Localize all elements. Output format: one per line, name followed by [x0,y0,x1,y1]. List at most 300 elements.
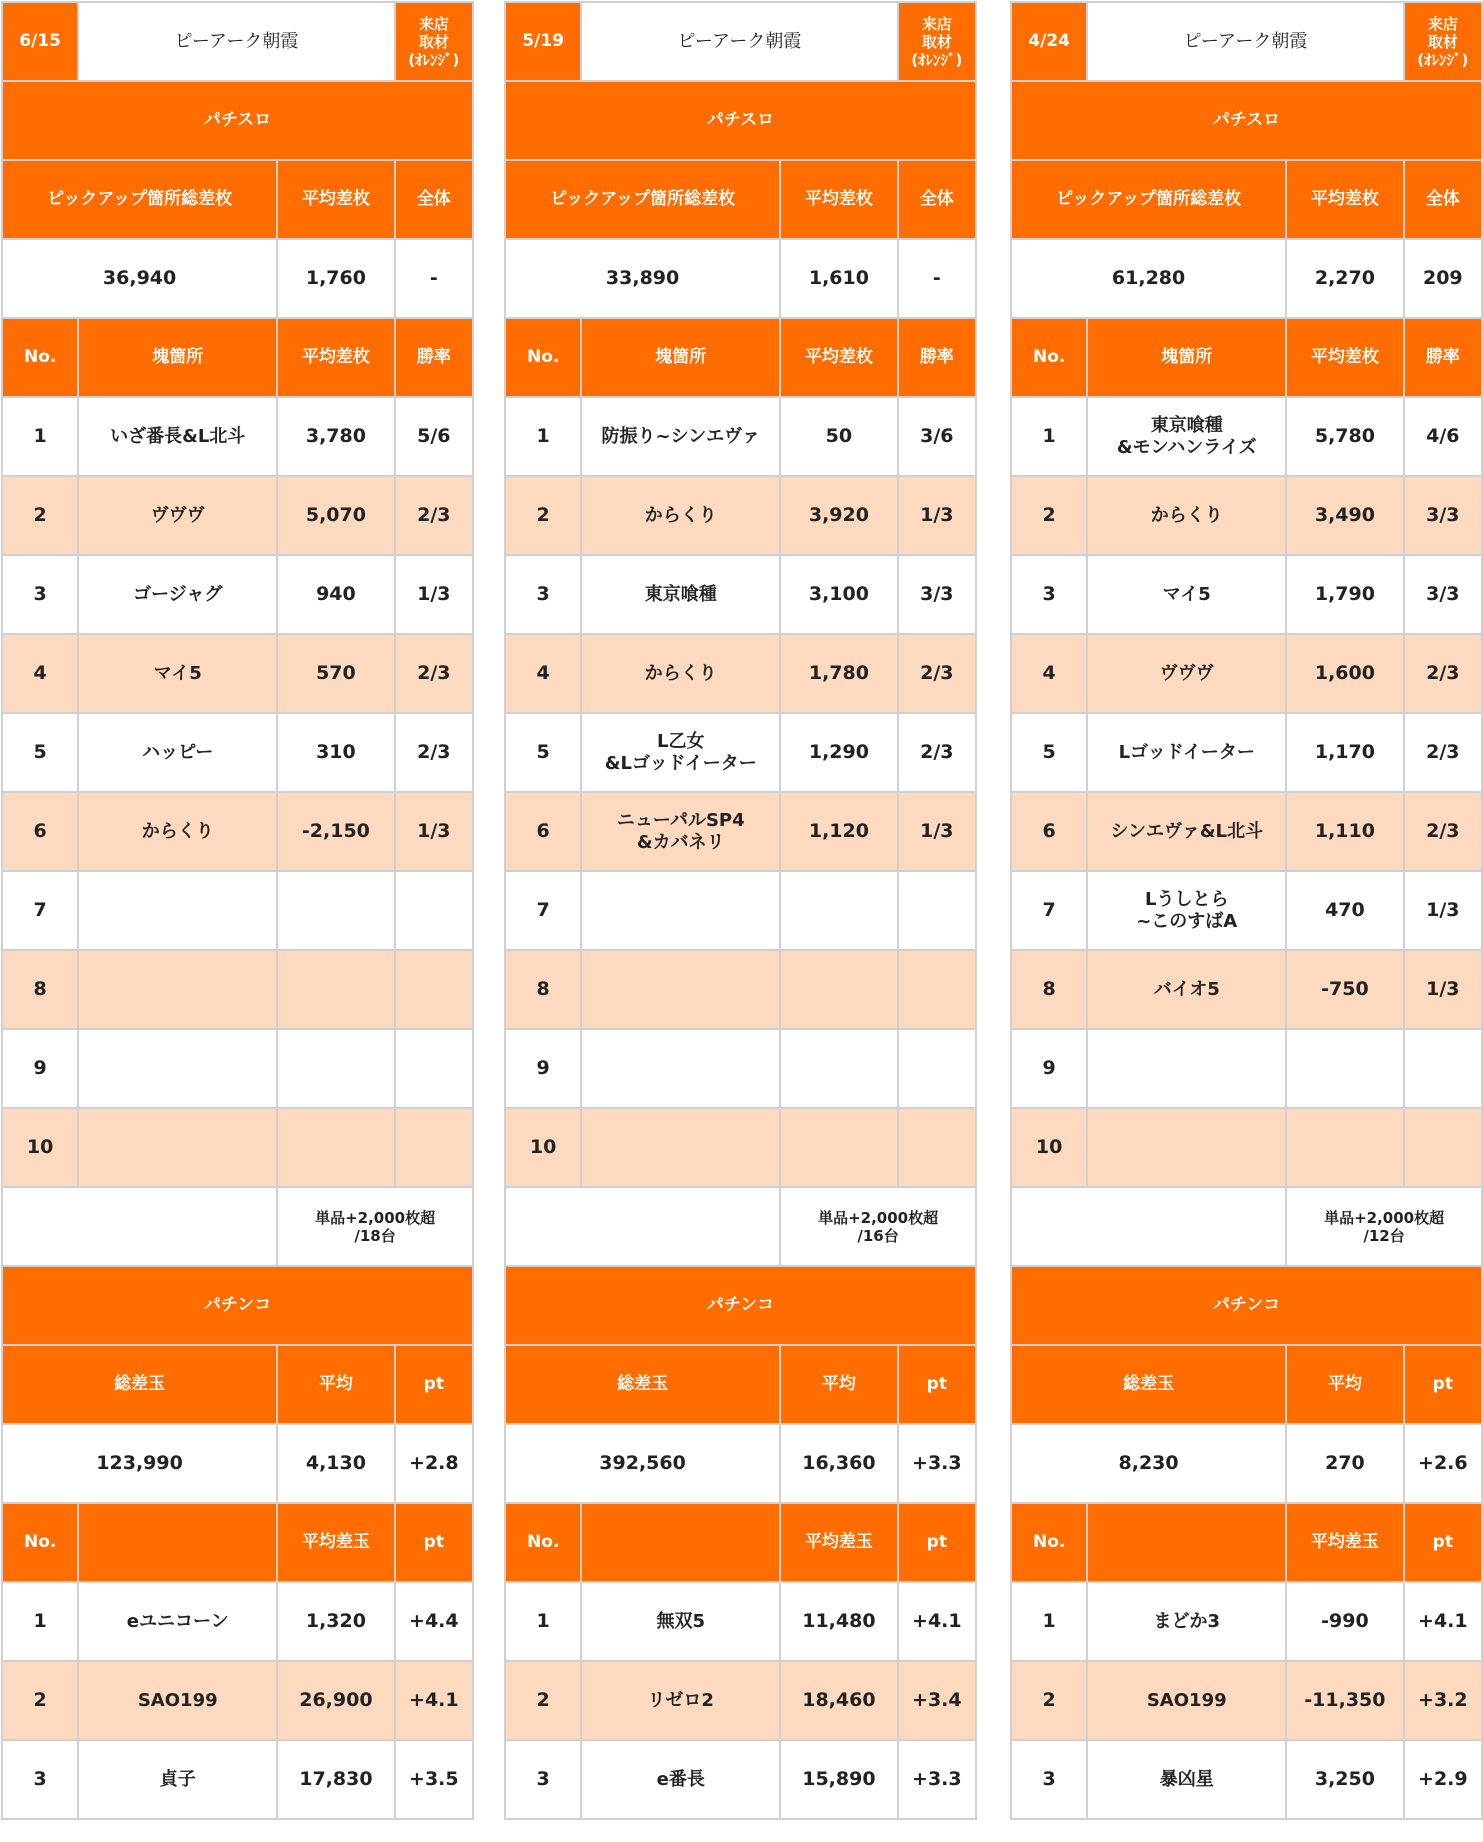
row-win-rate [1404,1108,1482,1187]
pachinko-total: 8,230 [1011,1424,1286,1503]
row-no: 3 [1011,555,1087,634]
title-row [505,2,976,81]
row-average: 1,600 [1286,634,1403,713]
summary-average: 2,270 [1286,239,1403,318]
row-average: 3,920 [780,476,897,555]
row-average: 940 [277,555,394,634]
header-pt: pt [898,1503,976,1582]
summary-header-total: ピックアップ箇所総差枚 [2,160,277,239]
row-location: ゴージャグ [78,555,277,634]
row-pt: +3.5 [395,1740,473,1819]
header-machine [581,1503,780,1582]
table-row [505,713,976,792]
table-row [505,1740,976,1819]
footer-blank [1011,1187,1286,1266]
date-label: 6/15 [2,2,78,81]
row-win-rate: 3/3 [898,555,976,634]
slot-section-row [1011,81,1482,160]
row-no: 8 [2,950,78,1029]
table-row [1011,713,1482,792]
row-pt: +3.3 [898,1740,976,1819]
table-row [1011,634,1482,713]
row-location: バイオ5 [1087,950,1286,1029]
row-machine: eユニコーン [78,1582,277,1661]
report-panel [1010,1,1483,1820]
row-average: 1,120 [780,792,897,871]
summary-header-average: 平均差枚 [277,160,394,239]
slot-summary-row [1011,239,1482,318]
header-average-balls: 平均差玉 [277,1503,394,1582]
row-no: 9 [2,1029,78,1108]
row-pt: +3.2 [1404,1661,1482,1740]
header-average: 平均差枚 [277,318,394,397]
table-row [2,1108,473,1187]
row-win-rate: 4/6 [1404,397,1482,476]
slot-footer-row [2,1187,473,1266]
row-location: 東京喰種 [581,555,780,634]
row-average [277,1029,394,1108]
row-average-balls: 26,900 [277,1661,394,1740]
table-row [2,1661,473,1740]
row-machine: SAO199 [78,1661,277,1740]
pachinko-header-total: 総差玉 [1011,1345,1286,1424]
slot-summary-header-row [505,160,976,239]
pachinko-summary-header-row [505,1345,976,1424]
row-average-balls: 3,250 [1286,1740,1403,1819]
store-name: ピーアーク朝霞 [78,2,394,81]
slot-list-header-row [505,318,976,397]
row-no: 8 [505,950,581,1029]
summary-header-overall: 全体 [898,160,976,239]
row-location: からくり [581,476,780,555]
slot-footer-row [1011,1187,1482,1266]
table-row [2,397,473,476]
table-row [2,1582,473,1661]
report-panel [504,1,977,1820]
row-location: ニューパルSP4 &カバネリ [581,792,780,871]
date-label: 4/24 [1011,2,1087,81]
row-location [581,950,780,1029]
row-no: 3 [1011,1740,1087,1819]
row-win-rate: 2/3 [395,634,473,713]
row-average: 1,790 [1286,555,1403,634]
row-win-rate [898,1029,976,1108]
row-location: マイ5 [1087,555,1286,634]
pachinko-list-header-row [1011,1503,1482,1582]
row-location: Lうしとら ~このすばA [1087,871,1286,950]
row-average [780,950,897,1029]
slot-section-label: パチスロ [1011,81,1482,160]
header-no: No. [505,318,581,397]
row-no: 6 [2,792,78,871]
row-average [780,1108,897,1187]
summary-total: 61,280 [1011,239,1286,318]
row-no: 5 [2,713,78,792]
report-panel [1,1,474,1820]
row-average: 1,780 [780,634,897,713]
header-average: 平均差枚 [1286,318,1403,397]
header-win-rate: 勝率 [1404,318,1482,397]
header-win-rate: 勝率 [898,318,976,397]
row-pt: +4.4 [395,1582,473,1661]
row-average: 1,110 [1286,792,1403,871]
row-average: -750 [1286,950,1403,1029]
summary-total: 33,890 [505,239,780,318]
row-location: からくり [1087,476,1286,555]
row-location [78,1108,277,1187]
pachinko-section-row [2,1266,473,1345]
table-row [2,871,473,950]
table-row [1011,1029,1482,1108]
row-no: 4 [505,634,581,713]
pachinko-section-row [1011,1266,1482,1345]
row-machine: 貞子 [78,1740,277,1819]
table-row [1011,1661,1482,1740]
summary-header-total: ピックアップ箇所総差枚 [505,160,780,239]
slot-summary-row [2,239,473,318]
table-row [1011,792,1482,871]
row-average: 1,290 [780,713,897,792]
visit-note: 来店 取材 (ｵﾚﾝｼﾞ) [1404,2,1482,81]
row-win-rate [395,950,473,1029]
slot-list-header-row [2,318,473,397]
store-name: ピーアーク朝霞 [1087,2,1403,81]
row-win-rate [395,1108,473,1187]
table-row [505,397,976,476]
header-win-rate: 勝率 [395,318,473,397]
pachinko-pt: +2.6 [1404,1424,1482,1503]
slot-summary-row [505,239,976,318]
row-average-balls: 15,890 [780,1740,897,1819]
row-average: 1,170 [1286,713,1403,792]
slot-section-row [2,81,473,160]
row-no: 3 [2,555,78,634]
row-no: 2 [505,1661,581,1740]
row-average [277,950,394,1029]
row-no: 10 [2,1108,78,1187]
header-machine [78,1503,277,1582]
header-location: 塊箇所 [1087,318,1286,397]
table-row [505,1661,976,1740]
row-win-rate: 3/3 [1404,476,1482,555]
summary-header-overall: 全体 [395,160,473,239]
row-pt: +2.9 [1404,1740,1482,1819]
slot-summary-header-row [2,160,473,239]
pachinko-average: 270 [1286,1424,1403,1503]
row-win-rate: 2/3 [1404,713,1482,792]
row-location: マイ5 [78,634,277,713]
row-pt: +4.1 [898,1582,976,1661]
row-location: からくり [581,634,780,713]
row-win-rate [1404,1029,1482,1108]
table-row [505,1029,976,1108]
pachinko-header-total: 総差玉 [505,1345,780,1424]
row-win-rate: 1/3 [395,792,473,871]
row-no: 10 [1011,1108,1087,1187]
header-location: 塊箇所 [581,318,780,397]
pachinko-summary-row [2,1424,473,1503]
table-row [2,634,473,713]
row-win-rate [395,1029,473,1108]
row-average: -2,150 [277,792,394,871]
row-no: 5 [1011,713,1087,792]
pachinko-total: 392,560 [505,1424,780,1503]
row-win-rate: 2/3 [395,713,473,792]
table-row [2,1740,473,1819]
pachinko-summary-header-row [2,1345,473,1424]
row-location [581,1108,780,1187]
summary-overall: 209 [1404,239,1482,318]
row-no: 6 [505,792,581,871]
date-label: 5/19 [505,2,581,81]
row-win-rate: 3/3 [1404,555,1482,634]
header-machine [1087,1503,1286,1582]
visit-note: 来店 取材 (ｵﾚﾝｼﾞ) [395,2,473,81]
header-no: No. [2,318,78,397]
footer-note: 単品+2,000枚超 /18台 [277,1187,473,1266]
table-row [1011,555,1482,634]
summary-header-average: 平均差枚 [780,160,897,239]
table-row [1011,871,1482,950]
summary-overall: - [898,239,976,318]
row-average-balls: 1,320 [277,1582,394,1661]
header-no: No. [1011,318,1087,397]
row-no: 9 [505,1029,581,1108]
header-average-balls: 平均差玉 [780,1503,897,1582]
footer-note: 単品+2,000枚超 /12台 [1286,1187,1482,1266]
row-location: 防振り~シンエヴァ [581,397,780,476]
row-average: 5,070 [277,476,394,555]
row-win-rate [898,950,976,1029]
table-row [2,713,473,792]
row-average-balls: 18,460 [780,1661,897,1740]
header-no: No. [2,1503,78,1582]
row-win-rate [898,871,976,950]
row-location: 東京喰種 &モンハンライズ [1087,397,1286,476]
row-no: 7 [2,871,78,950]
row-no: 1 [505,1582,581,1661]
row-machine: まどか3 [1087,1582,1286,1661]
summary-average: 1,760 [277,239,394,318]
row-pt: +4.1 [1404,1582,1482,1661]
table-row [505,871,976,950]
row-location: ヴヴヴ [1087,634,1286,713]
row-win-rate [395,871,473,950]
panel-table [1,1,474,1820]
pachinko-section-label: パチンコ [2,1266,473,1345]
row-location: Lゴッドイーター [1087,713,1286,792]
summary-average: 1,610 [780,239,897,318]
row-win-rate: 2/3 [1404,792,1482,871]
row-location: いざ番長&L北斗 [78,397,277,476]
header-pt: pt [1404,1503,1482,1582]
table-row [2,950,473,1029]
table-row [1011,1108,1482,1187]
row-no: 6 [1011,792,1087,871]
pachinko-header-average: 平均 [1286,1345,1403,1424]
pachinko-average: 4,130 [277,1424,394,1503]
table-row [2,476,473,555]
pachinko-summary-row [1011,1424,1482,1503]
row-average-balls: -11,350 [1286,1661,1403,1740]
row-machine: 無双5 [581,1582,780,1661]
row-average: 5,780 [1286,397,1403,476]
summary-header-average: 平均差枚 [1286,160,1403,239]
row-location [1087,1108,1286,1187]
pachinko-total: 123,990 [2,1424,277,1503]
row-win-rate: 2/3 [395,476,473,555]
row-machine: 暴凶星 [1087,1740,1286,1819]
slot-section-row [505,81,976,160]
row-location: ハッピー [78,713,277,792]
header-average-balls: 平均差玉 [1286,1503,1403,1582]
row-machine: SAO199 [1087,1661,1286,1740]
slot-section-label: パチスロ [2,81,473,160]
title-row [2,2,473,81]
row-no: 1 [2,397,78,476]
row-win-rate: 1/3 [898,476,976,555]
title-row [1011,2,1482,81]
row-average-balls: -990 [1286,1582,1403,1661]
table-row [1011,397,1482,476]
pachinko-summary-row [505,1424,976,1503]
visit-note: 来店 取材 (ｵﾚﾝｼﾞ) [898,2,976,81]
store-name: ピーアーク朝霞 [581,2,897,81]
row-average: 570 [277,634,394,713]
row-machine: e番長 [581,1740,780,1819]
pachinko-header-pt: pt [898,1345,976,1424]
table-row [505,476,976,555]
row-no: 2 [1011,476,1087,555]
row-average: 3,490 [1286,476,1403,555]
pachinko-header-average: 平均 [277,1345,394,1424]
row-average: 470 [1286,871,1403,950]
pachinko-header-average: 平均 [780,1345,897,1424]
row-average: 3,100 [780,555,897,634]
row-average [277,1108,394,1187]
row-pt: +4.1 [395,1661,473,1740]
row-win-rate: 1/3 [395,555,473,634]
row-no: 1 [1011,397,1087,476]
row-no: 2 [2,1661,78,1740]
row-location: ヴヴヴ [78,476,277,555]
row-no: 7 [1011,871,1087,950]
row-location [78,1029,277,1108]
row-location [1087,1029,1286,1108]
row-win-rate: 2/3 [1404,634,1482,713]
pachinko-average: 16,360 [780,1424,897,1503]
row-machine: リゼロ2 [581,1661,780,1740]
table-row [505,792,976,871]
pachinko-summary-header-row [1011,1345,1482,1424]
panel-table [1010,1,1483,1820]
row-pt: +3.4 [898,1661,976,1740]
row-no: 5 [505,713,581,792]
table-row [1011,950,1482,1029]
row-win-rate: 1/3 [1404,871,1482,950]
table-row [505,555,976,634]
row-average: 310 [277,713,394,792]
table-row [505,634,976,713]
row-no: 1 [2,1582,78,1661]
pachinko-header-pt: pt [1404,1345,1482,1424]
row-no: 9 [1011,1029,1087,1108]
row-location: からくり [78,792,277,871]
summary-header-total: ピックアップ箇所総差枚 [1011,160,1286,239]
row-location [581,1029,780,1108]
table-row [505,1582,976,1661]
row-no: 3 [505,555,581,634]
table-row [2,555,473,634]
row-win-rate: 3/6 [898,397,976,476]
pachinko-section-row [505,1266,976,1345]
row-no: 1 [505,397,581,476]
row-average: 50 [780,397,897,476]
row-no: 3 [505,1740,581,1819]
row-average [780,1029,897,1108]
slot-footer-row [505,1187,976,1266]
footer-blank [505,1187,780,1266]
slot-summary-header-row [1011,160,1482,239]
row-win-rate: 2/3 [898,713,976,792]
row-win-rate: 5/6 [395,397,473,476]
slot-list-header-row [1011,318,1482,397]
header-no: No. [1011,1503,1087,1582]
panel-table [504,1,977,1820]
header-pt: pt [395,1503,473,1582]
summary-total: 36,940 [2,239,277,318]
footer-note: 単品+2,000枚超 /16台 [780,1187,976,1266]
row-no: 2 [505,476,581,555]
row-average [780,871,897,950]
table-row [1011,1582,1482,1661]
row-no: 3 [2,1740,78,1819]
row-location [78,871,277,950]
row-average [277,871,394,950]
row-location: L乙女 &Lゴッドイーター [581,713,780,792]
summary-overall: - [395,239,473,318]
row-location [78,950,277,1029]
row-average [1286,1029,1403,1108]
row-no: 2 [2,476,78,555]
row-location: シンエヴァ&L北斗 [1087,792,1286,871]
pachinko-list-header-row [2,1503,473,1582]
row-win-rate: 1/3 [898,792,976,871]
header-location: 塊箇所 [78,318,277,397]
pachinko-list-header-row [505,1503,976,1582]
row-average: 3,780 [277,397,394,476]
row-win-rate [898,1108,976,1187]
row-win-rate: 1/3 [1404,950,1482,1029]
table-row [505,950,976,1029]
table-row [505,1108,976,1187]
row-win-rate: 2/3 [898,634,976,713]
row-location [581,871,780,950]
header-no: No. [505,1503,581,1582]
pachinko-pt: +2.8 [395,1424,473,1503]
header-average: 平均差枚 [780,318,897,397]
pachinko-section-label: パチンコ [1011,1266,1482,1345]
pachinko-section-label: パチンコ [505,1266,976,1345]
row-no: 4 [2,634,78,713]
row-no: 8 [1011,950,1087,1029]
row-no: 10 [505,1108,581,1187]
row-average [1286,1108,1403,1187]
table-row [1011,476,1482,555]
pachinko-header-pt: pt [395,1345,473,1424]
row-no: 2 [1011,1661,1087,1740]
row-no: 1 [1011,1582,1087,1661]
